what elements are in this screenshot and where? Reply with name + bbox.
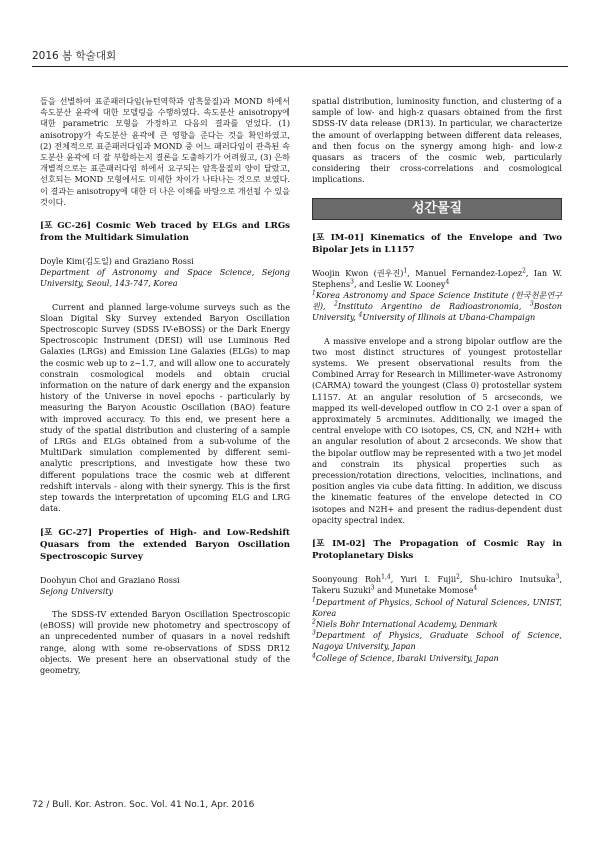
section-heading-bar: 성간물질: [312, 198, 562, 220]
aff-sup: 1: [312, 595, 316, 603]
author: Soonyoung Roh: [312, 574, 382, 585]
abstract-body-gc27: The SDSS-IV extended Baryon Oscillation Spectroscopic (eBOSS) will provide new photometry and spectroscopy of an unprecedented number of quasars in a novel redshift range, along with some re-observations of SDSS DR12 objects. We present here an observational study of the geometry,: [40, 608, 290, 675]
page-footer-citation: 72 / Bull. Kor. Astron. Soc. Vol. 41 No.1, Apr. 2016: [32, 800, 255, 810]
abstract-title-im02: [포 IM-02] The Propagation of Cosmic Ray in Protoplanetary Disks: [312, 539, 562, 562]
authors-gc26: Doyle Kim(김도일) and Graziano Rossi: [40, 256, 194, 267]
continuation-paragraph: 들을 선별하여 표준패러다임(뉴턴역학과 암흑물질)과 MOND 하에서 속도분산 윤곽에 대한 모델링을 수행하였다. 속도분산 anisotropy에 대한 parametric 모형을 가정하고 다음의 결과를 얻었다. (1) anisotropy가 속도분산 윤곽에 큰 영향을 준다는 것을 확인하였고, (2) 전체적으로 표준패러다임과 MOND 중 어느 패러다임이 관측된 속도분산 윤곽에 더 잘 부합하는지 결론을 도출하기가 어려웠고, (3) 은하 개별적으로는 표준패러다임 하에서 요구되는 암흑물질의 양이 달랐고, 선호되는 MOND 모형에서도 미세한 차이가 나타나는 것으로 보였다. 이 결과는 anisotropy에 대한 더 나은 이해를 바탕으로 개선될 수 있을 것이다.: [40, 96, 290, 207]
affiliation-gc27: Sejong University: [40, 585, 114, 596]
author-sup: 3: [370, 584, 375, 592]
author: , Takeru Suzuki: [312, 574, 563, 596]
affiliation-gc26: Department of Astronomy and Space Science, Sejong University, Seoul, 143-747, Korea: [40, 267, 290, 289]
affiliation: Korea Astronomy and Space Science Institute (한국천문연구원),: [312, 290, 562, 312]
aff-sup: 3: [312, 629, 316, 637]
aff-sup: 2: [312, 618, 316, 626]
authors-im02: [312, 574, 562, 596]
aff-sup: 2: [334, 300, 338, 308]
author: , Shu-ichiro Inutsuka: [459, 574, 556, 585]
affiliation: Boston University,: [312, 301, 562, 323]
affiliation: Department of Physics, School of Natural Sciences, UNIST, Korea: [312, 596, 562, 618]
abstract-title-gc27: [포 GC-27] Properties of High- and Low-Redshift Quasars from the extended Baryon Oscillation Spectroscopic Survey: [40, 527, 290, 562]
author-sup: 4: [473, 584, 478, 592]
author: , and Leslie W. Looney: [353, 278, 446, 289]
affiliation-im02-3: [312, 630, 562, 652]
left-column: [40, 96, 290, 676]
affiliation-im01: [312, 290, 562, 324]
affiliation: Department of Physics, Graduate School of Science, Nagoya University, Japan: [312, 630, 562, 652]
author: , Yuri I. Fujii: [390, 574, 457, 585]
abstract-title-im01: [포 IM-01] Kinematics of the Envelope and Two Bipolar Jets in L1157: [312, 232, 562, 255]
author: , Ian W. Stephens: [312, 267, 562, 289]
author-sup: 3: [555, 573, 560, 581]
abstract-title-gc26: [포 GC-26] Cosmic Web traced by ELGs and LRGs from the Multidark Simulation: [40, 221, 290, 244]
author-sup: 2: [522, 266, 526, 274]
affiliation: Niels Bohr International Academy, Denmark: [315, 618, 498, 629]
author-sup: 3: [350, 278, 354, 286]
affiliation: University of Illinois at Ubana-Champaign: [362, 312, 536, 323]
aff-sup: 3: [529, 300, 534, 308]
author-sup: 4: [445, 278, 450, 286]
affiliation: College of Science, Ibaraki University, Japan: [315, 652, 499, 663]
author: , Manuel Fernandez-Lopez: [407, 267, 523, 278]
aff-sup: 1: [312, 289, 316, 297]
right-column: [312, 96, 562, 664]
author: and Munetake Momose: [374, 585, 474, 596]
aff-sup: 4: [312, 651, 316, 659]
affiliation-im02-1: [312, 597, 562, 619]
author-sup: 1,4: [381, 573, 391, 581]
aff-sup: 4: [358, 311, 363, 319]
continuation-paragraph-right: spatial distribution, luminosity function, and clustering of a sample of low- and high-z quasars obtained from the first SDSS-IV data release (DR13). In particular, we characterize the amount of overlapping between different data releases, and then focus on the synergy among high- and low-z quasars as tracers of the cosmic web, particularly considering their cross-correlations and cosmological implications.: [312, 96, 562, 185]
abstract-body-gc26: Current and planned large-volume surveys such as the Sloan Digital Sky Survey extended Baryon Oscillation Spectroscopic Survey (SDSS IV-eBOSS) or the Dark Energy Spectroscopic Instrument (DESI) will use Luminous Red Galaxies (LRGs) and Emission Line Galaxies (ELGs) to map the cosmic web up to z~1.7, and will allow one to accurately constrain cosmological models and obtain crucial information on the nature of dark energy and the expansion history of the Universe in novel epochs - particularly by measuring the Baryon Acoustic Oscillation (BAO) feature with improved accuracy. To this end, we present here a study of the spatial distribution and clustering of a sample of LRGs and ELGs obtained from a sub-volume of the MultiDark simulation complemented by different semi-analytic prescriptions, and investigate how these two different populations trace the cosmic web at different redshift intervals - along with their synergy. This is the first step towards the interpretation of upcoming ELG and LRG data.: [40, 301, 290, 514]
authors-im01: [312, 268, 562, 290]
authors-gc27: Doohyun Choi and Graziano Rossi: [40, 574, 180, 585]
author: Woojin Kwon (권우진): [312, 267, 404, 278]
author-sup: 1: [403, 266, 408, 274]
author-sup: 2: [456, 573, 460, 581]
running-header: 2016 봄 학술대회: [32, 50, 117, 62]
affiliation-im02-4: [312, 653, 562, 664]
affiliation-im02-2: [312, 619, 562, 630]
abstract-body-im01: A massive envelope and a strong bipolar outflow are the two most distinct structures of youngest protostellar systems. We present observational results from the Combined Array for Research in Millimeter-wave Astronomy (CARMA) toward the youngest (Class 0) protostellar system L1157. At an angular resolution of 5 arcseconds, we mapped its well-developed outflow in CO 2-1 over a span of approximately 5 arcminutes. Additionally, we imaged the central envelope with CO isotopes, CS, CN, and N2H+ with an angular resolution of about 2 arcseconds. We show that the bipolar outflow may be represented with a two jet model and constrain its physical properties such as precession/rotation directions, velocities, inclinations, and position angles via cube data fitting. In addition, we discuss the kinematic features of the envelope detected in CO isotopes and N2H+ and present the radius-dependent dust opacity spectral index.: [312, 335, 562, 525]
header-divider: [32, 66, 568, 67]
affiliation: Instituto Argentino de Radioastronomia,: [337, 301, 530, 312]
